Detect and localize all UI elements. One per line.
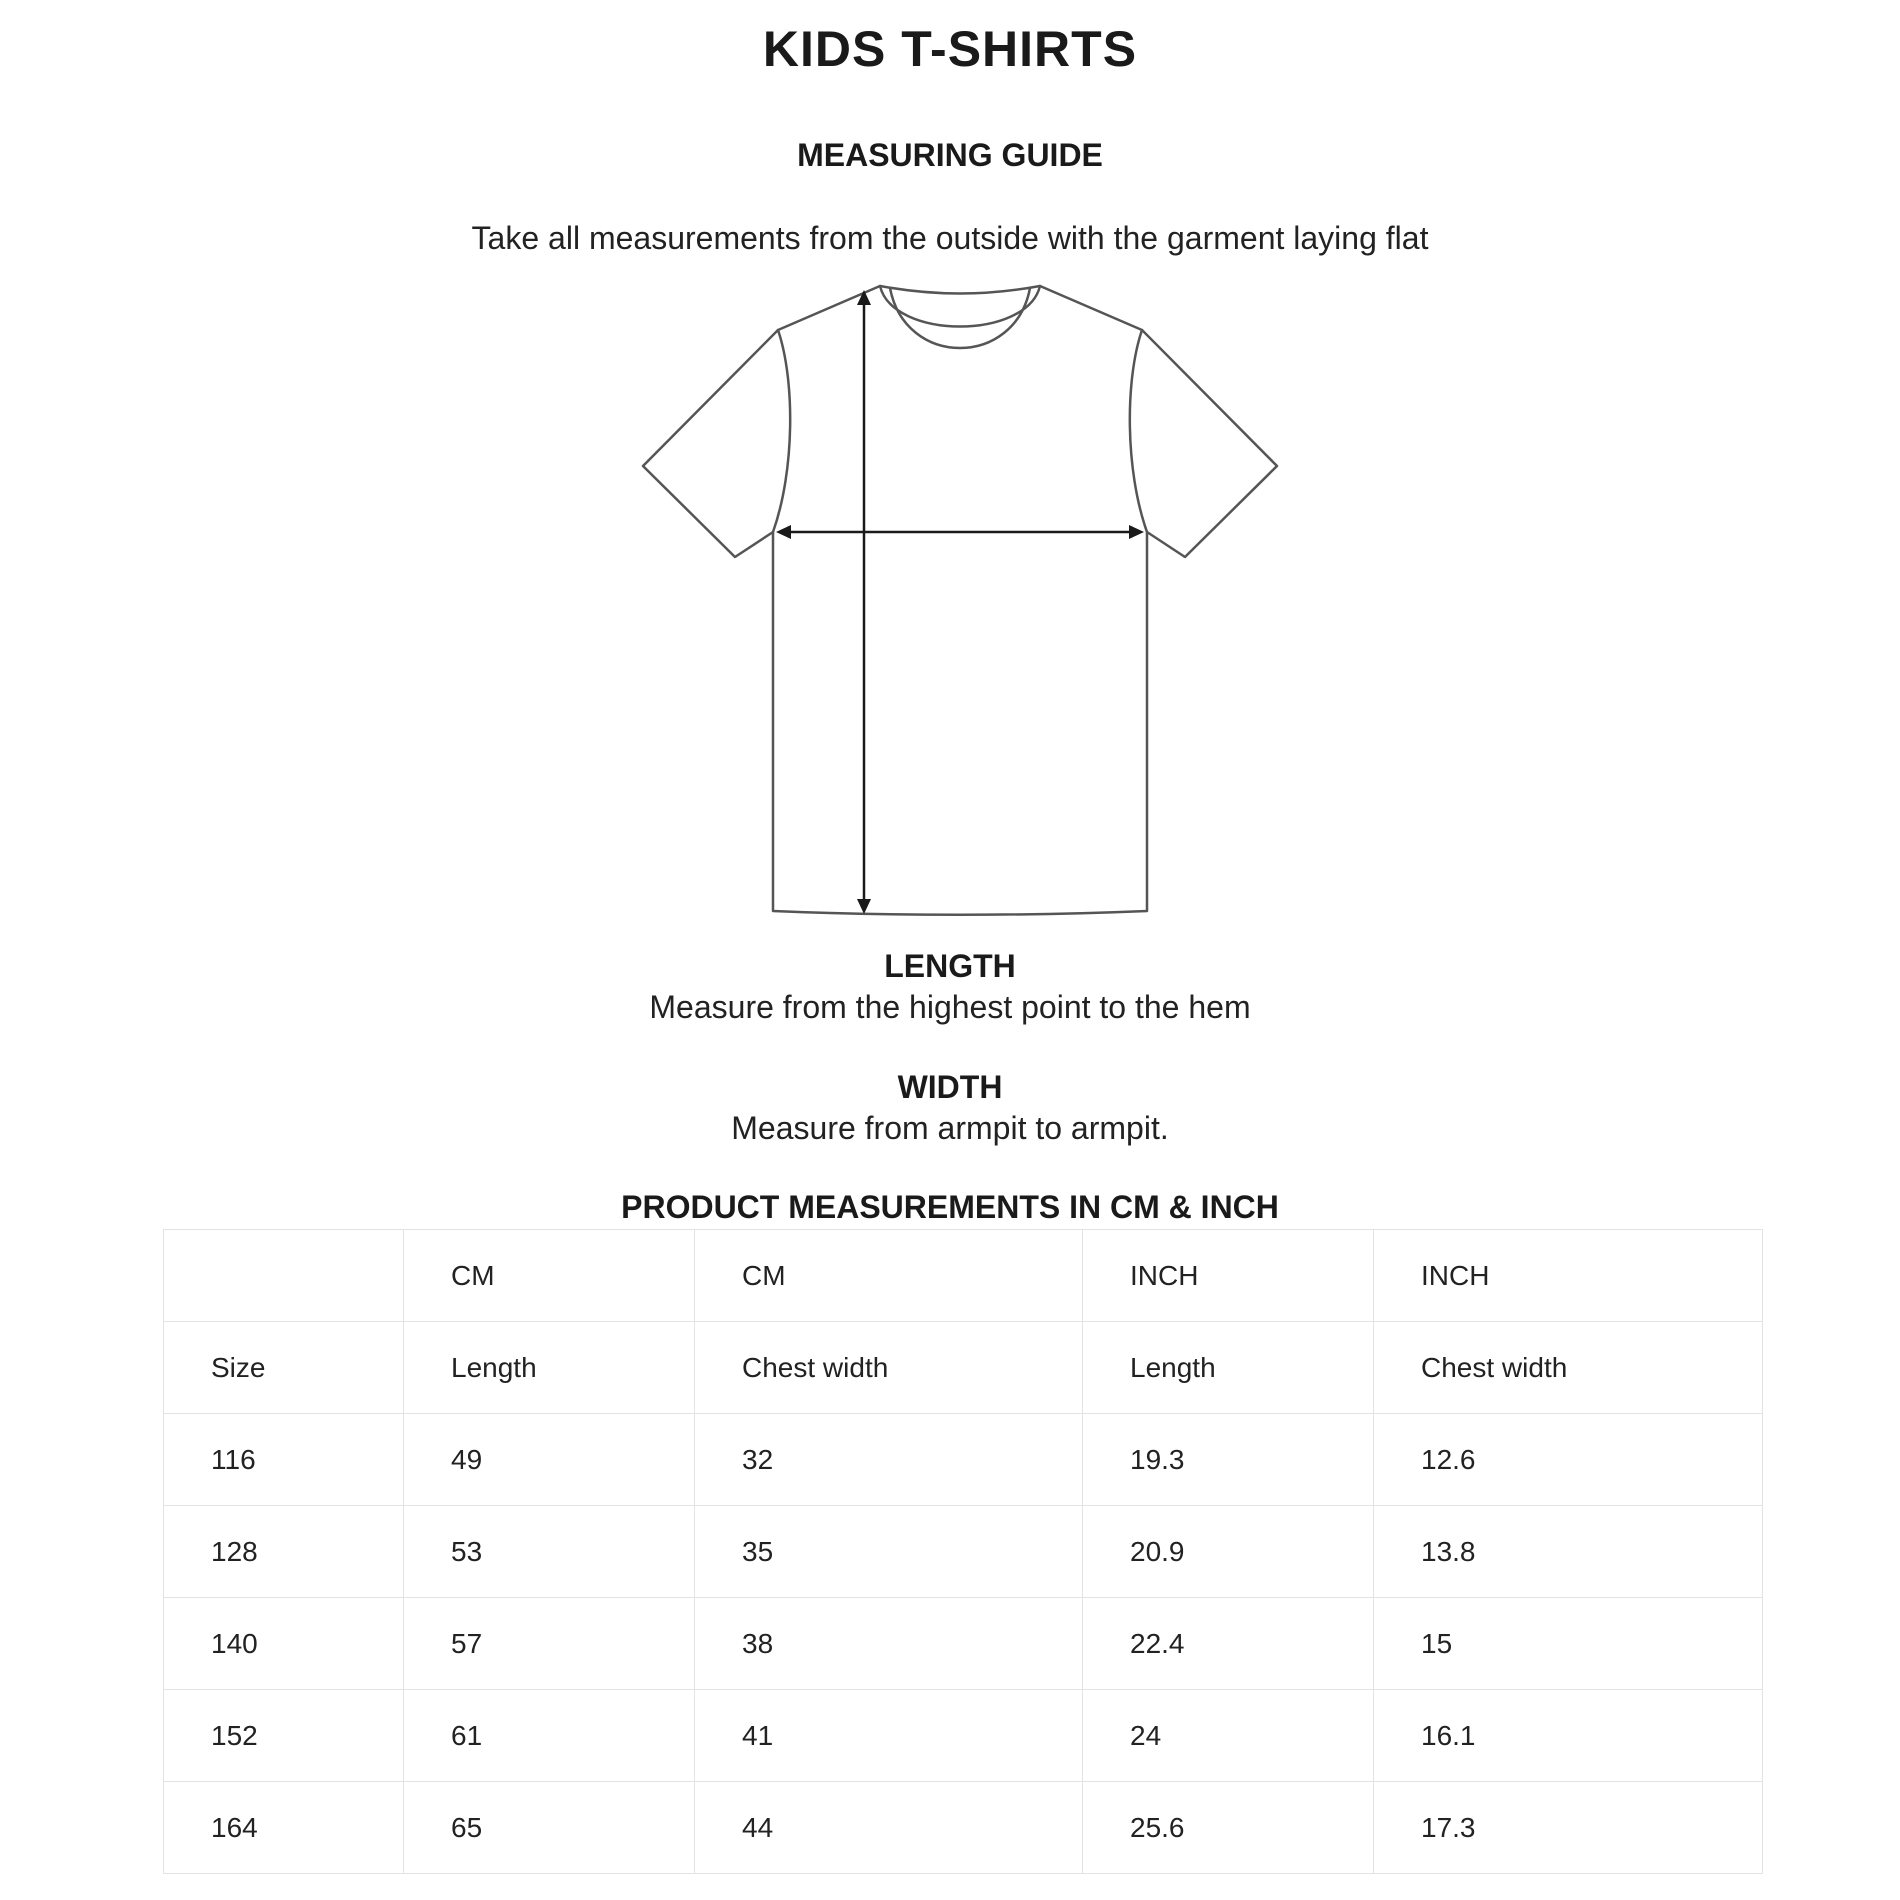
length-arrow-head-top	[857, 290, 871, 305]
table-cell: 38	[695, 1598, 1083, 1690]
table-cell: Chest width	[695, 1322, 1083, 1414]
table-cell: Length	[404, 1322, 695, 1414]
table-cell: 20.9	[1083, 1506, 1374, 1598]
table-row	[164, 1690, 1763, 1782]
length-heading: LENGTH	[884, 948, 1016, 984]
table-header-row	[164, 1322, 1763, 1414]
table-cell: 53	[404, 1506, 695, 1598]
table-cell: 32	[695, 1414, 1083, 1506]
table-cell: 116	[164, 1414, 404, 1506]
table-cell: 19.3	[1083, 1414, 1374, 1506]
width-arrow-head-right	[1129, 525, 1144, 539]
right-sleeve-seam	[1130, 330, 1147, 532]
table-cell: Length	[1083, 1322, 1374, 1414]
table-cell: CM	[404, 1230, 695, 1322]
table-row	[164, 1506, 1763, 1598]
table-cell: INCH	[1083, 1230, 1374, 1322]
page-title: KIDS T-SHIRTS	[762, 21, 1138, 77]
table-cell: 164	[164, 1782, 404, 1874]
table-cell: Chest width	[1374, 1322, 1763, 1414]
table-cell: 17.3	[1374, 1782, 1763, 1874]
table-row	[164, 1782, 1763, 1874]
width-description: Measure from armpit to armpit.	[731, 1110, 1169, 1146]
table-cell: Size	[164, 1322, 404, 1414]
table-cell: 35	[695, 1506, 1083, 1598]
table-cell: 16.1	[1374, 1690, 1763, 1782]
table-cell: 152	[164, 1690, 404, 1782]
length-arrow-head-bottom	[857, 899, 871, 914]
measuring-guide-heading: MEASURING GUIDE	[797, 137, 1103, 173]
size-chart-table	[163, 1229, 1763, 1874]
width-heading: WIDTH	[897, 1069, 1003, 1105]
table-row	[164, 1414, 1763, 1506]
table-unit-row	[164, 1230, 1763, 1322]
table-cell: 22.4	[1083, 1598, 1374, 1690]
left-sleeve-seam	[773, 330, 790, 532]
table-cell: 65	[404, 1782, 695, 1874]
table-cell: 57	[404, 1598, 695, 1690]
table-cell: 12.6	[1374, 1414, 1763, 1506]
table-cell: INCH	[1374, 1230, 1763, 1322]
table-cell: 128	[164, 1506, 404, 1598]
table-cell: 13.8	[1374, 1506, 1763, 1598]
table-cell: 44	[695, 1782, 1083, 1874]
tshirt-outline	[643, 286, 1277, 915]
width-arrow-head-left	[776, 525, 791, 539]
table-cell: 61	[404, 1690, 695, 1782]
table-cell: 25.6	[1083, 1782, 1374, 1874]
table-heading: PRODUCT MEASUREMENTS IN CM & INCH	[621, 1189, 1279, 1225]
table-row	[164, 1598, 1763, 1690]
length-description: Measure from the highest point to the hem	[649, 989, 1251, 1025]
table-cell: 24	[1083, 1690, 1374, 1782]
table-cell: 49	[404, 1414, 695, 1506]
tshirt-collar-inner	[890, 288, 1030, 348]
tshirt-collar	[880, 286, 1040, 327]
table-cell	[164, 1230, 404, 1322]
table-cell: CM	[695, 1230, 1083, 1322]
table-cell: 41	[695, 1690, 1083, 1782]
measuring-instruction: Take all measurements from the outside with the garment laying flat	[471, 220, 1429, 256]
table-cell: 15	[1374, 1598, 1763, 1690]
table-cell: 140	[164, 1598, 404, 1690]
